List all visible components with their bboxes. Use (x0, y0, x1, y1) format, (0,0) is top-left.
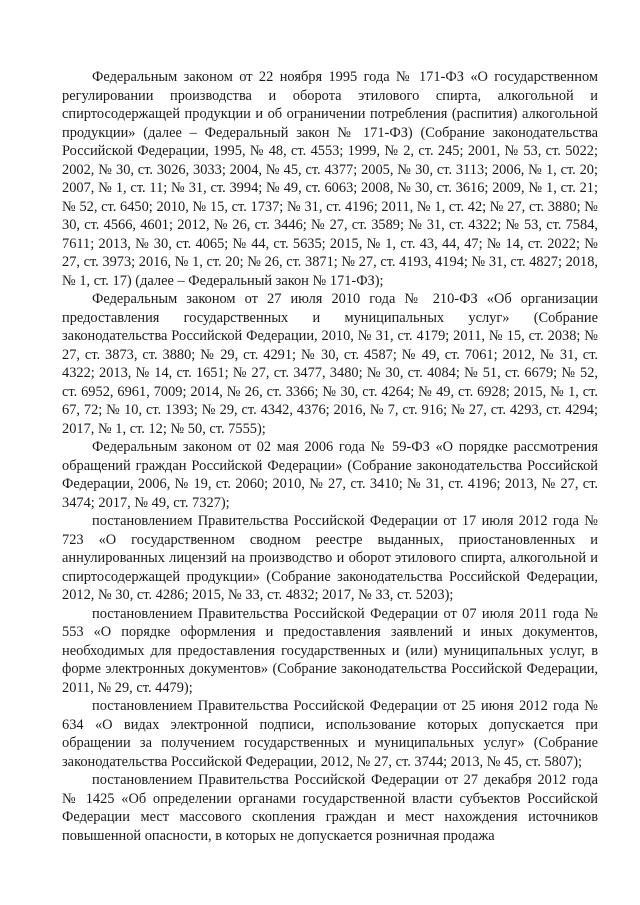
paragraph-resolution-723: постановлением Правительства Российской Федерации от 17 июля 2012 года № 723 «О государственном сводном реестре выданных, приостановленных и аннулированных лицензий на производство и оборот этилового спирта, алкогольной и спиртосодержащей продукции» (Собрание законодательства Российской Федерации, 2012, № 30, ст. 4286; 2015, № 33, ст. 4832; 2017, № 33, ст. 5203); (62, 513, 598, 603)
paragraph-federal-law-171: Федеральным законом от 22 ноября 1995 года № 171-ФЗ «О государственном регулировании производства и оборота этилового спирта, алкогольной и спиртосодержащей продукции и об ограничении потребления (распития) алкогольной продукции» (далее – Федеральный закон № 171-ФЗ) (Собрание законодательства Российской Федерации, 1995, № 48, ст. 4553; 1999, № 2, ст. 245; 2001, № 53, ст. 5022; 2002, № 30, ст. 3026, 3033; 2004, № 45, ст. 4377; 2005, № 30, ст. 3113; 2006, № 1, ст. 20; 2007, № 1, ст. 11; № 31, ст. 3994; № 49, ст. 6063; 2008, № 30, ст. 3616; 2009, № 1, ст. 21; № 52, ст. 6450; 2010, № 15, ст. 1737; № 31, ст. 4196; 2011, № 1, ст. 42; № 27, ст. 3880; № 30, ст. 4566, 4601; 2012, № 26, ст. 3446; № 27, ст. 3589; № 31, ст. 4322; № 53, ст. 7584, 7611; 2013, № 30, ст. 4065; № 44, ст. 5635; 2015, № 1, ст. 43, 44, 47; № 14, ст. 2022; № 27, ст. 3973; 2016, № 1, ст. 20; № 26, ст. 3871; № 27, ст. 4193, 4194; № 31, ст. 4827; 2018, № 1, ст. 17) (далее – Федеральный закон № 171-ФЗ); (62, 69, 598, 289)
document-body (62, 68, 598, 845)
paragraph-resolution-553: постановлением Правительства Российской Федерации от 07 июля 2011 года № 553 «О порядке оформления и предоставления заявлений и иных документов, необходимых для предоставления государственных и (или) муниципальных услуг, в форме электронных документов» (Собрание законодательства Российской Федерации, 2011, № 29, ст. 4479); (62, 605, 598, 696)
paragraph-federal-law-210: Федеральным законом от 27 июля 2010 года № 210-ФЗ «Об организации предоставления государственных и муниципальных услуг» (Собрание законодательства Российской Федерации, 2010, № 31, ст. 4179; 2011, № 15, ст. 2038; № 27, ст. 3873, ст. 3880; № 29, ст. 4291; № 30, ст. 4587; № 49, ст. 7061; 2012, № 31, ст. 4322; 2013, № 14, ст. 1651; № 27, ст. 3477, 3480; № 30, ст. 4084; № 51, ст. 6679; № 52, ст. 6952, 6961, 7009; 2014, № 26, ст. 3366; № 30, ст. 4264; № 49, ст. 6928; 2015, № 1, ст. 67, 72; № 10, ст. 1393; № 29, ст. 4342, 4376; 2016, № 7, ст. 916; № 27, ст. 4293, ст. 4294; 2017, № 1, ст. 12; № 50, ст. 7555); (62, 291, 598, 437)
paragraph-federal-law-59: Федеральным законом от 02 мая 2006 года № 59-ФЗ «О порядке рассмотрения обращений граждан Российской Федерации» (Собрание законодательства Российской Федерации, 2006, № 19, ст. 2060; 2010, № 27, ст. 3410; № 31, ст. 4196; 2013, № 27, ст. 3474; 2017, № 49, ст. 7327); (62, 439, 598, 511)
paragraph-resolution-1425: постановлением Правительства Российской Федерации от 27 декабря 2012 года № 1425 «Об определении органами государственной власти субъектов Российской Федерации мест массового скопления граждан и мест нахождения источников повышенной опасности, в которых не допускается розничная продажа (62, 772, 598, 844)
paragraph-resolution-634: постановлением Правительства Российской Федерации от 25 июня 2012 года № 634 «О видах электронной подписи, использование которых допускается при обращении за получением государственных и муниципальных услуг» (Собрание законодательства Российской Федерации, 2012, № 27, ст. 3744; 2013, № 45, ст. 5807); (62, 698, 598, 770)
